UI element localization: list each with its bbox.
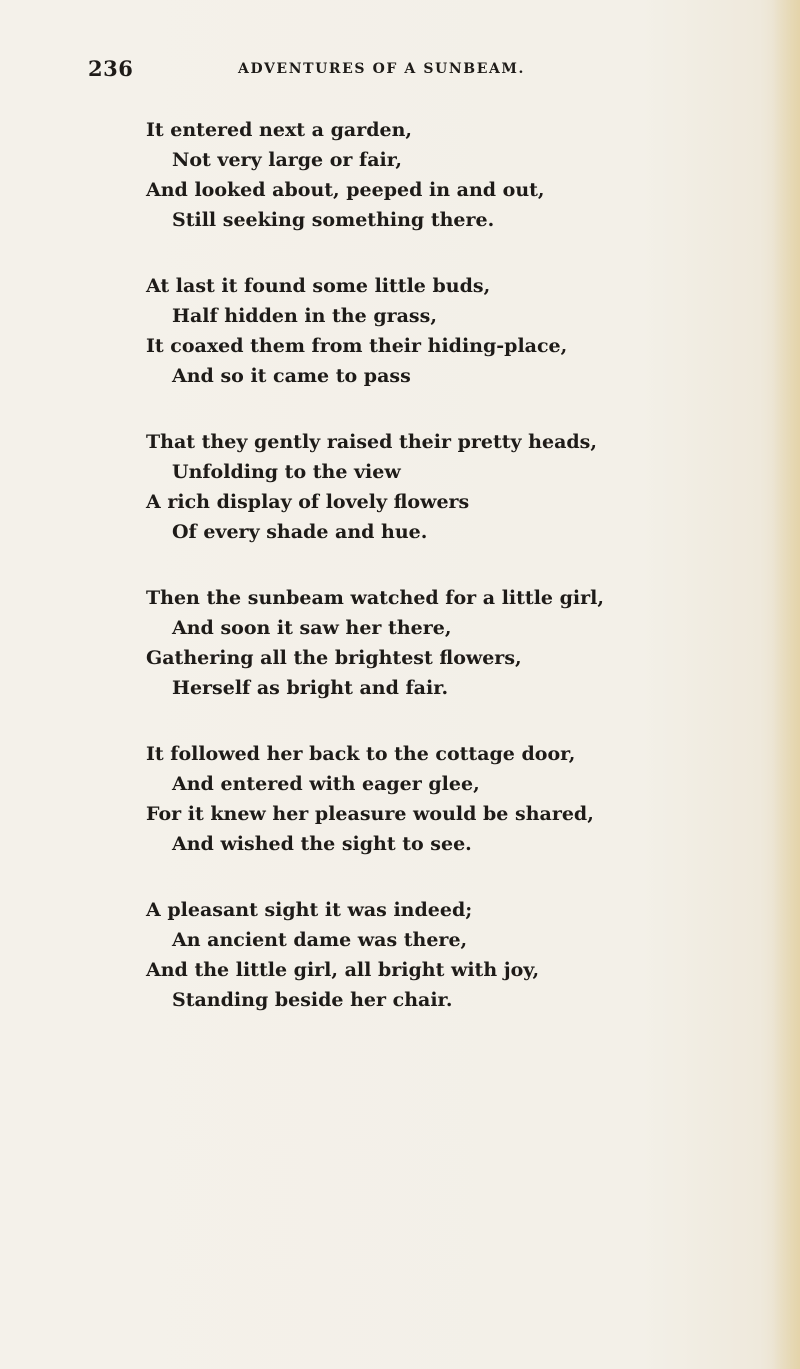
poem-line: And entered with eager glee, [172, 773, 480, 795]
page-edge-stain [772, 0, 800, 1369]
stanza [146, 427, 746, 547]
poem-line: Half hidden in the grass, [172, 305, 437, 327]
poem-line: And the little girl, all bright with joy, [146, 959, 540, 981]
poem-line: At last it found some little buds, [146, 275, 491, 297]
poem-line: A pleasant sight it was indeed; [146, 899, 473, 921]
poem-line: That they gently raised their pretty heads, [146, 431, 597, 453]
page-number: 236 [88, 56, 134, 81]
poem-line: Not very large or fair, [172, 149, 402, 171]
stanza [146, 583, 746, 703]
poem-line: And wished the sight to see. [172, 833, 472, 855]
poem [146, 115, 746, 1051]
poem-line: Gathering all the brightest flowers, [146, 647, 522, 669]
page-header [88, 56, 648, 86]
poem-line: It coaxed them from their hiding-place, [146, 335, 568, 357]
running-title: ADVENTURES OF A SUNBEAM. [238, 61, 526, 77]
poem-line: It entered next a garden, [146, 119, 412, 141]
stanza [146, 271, 746, 391]
poem-line: Of every shade and hue. [172, 521, 428, 543]
poem-line: Then the sunbeam watched for a little girl, [146, 587, 604, 609]
stanza [146, 115, 746, 235]
poem-line: Herself as bright and fair. [172, 677, 449, 699]
poem-line: It followed her back to the cottage door, [146, 743, 576, 765]
poem-line: A rich display of lovely flowers [146, 491, 470, 513]
poem-line: An ancient dame was there, [172, 929, 468, 951]
poem-line: And soon it saw her there, [172, 617, 452, 639]
poem-line: For it knew her pleasure would be shared, [146, 803, 594, 825]
poem-line: And so it came to pass [172, 365, 411, 387]
stanza [146, 895, 746, 1015]
poem-line: Standing beside her chair. [172, 989, 453, 1011]
poem-line: Unfolding to the view [172, 461, 401, 483]
stanza [146, 739, 746, 859]
poem-line: Still seeking something there. [172, 209, 495, 231]
poem-line: And looked about, peeped in and out, [146, 179, 545, 201]
